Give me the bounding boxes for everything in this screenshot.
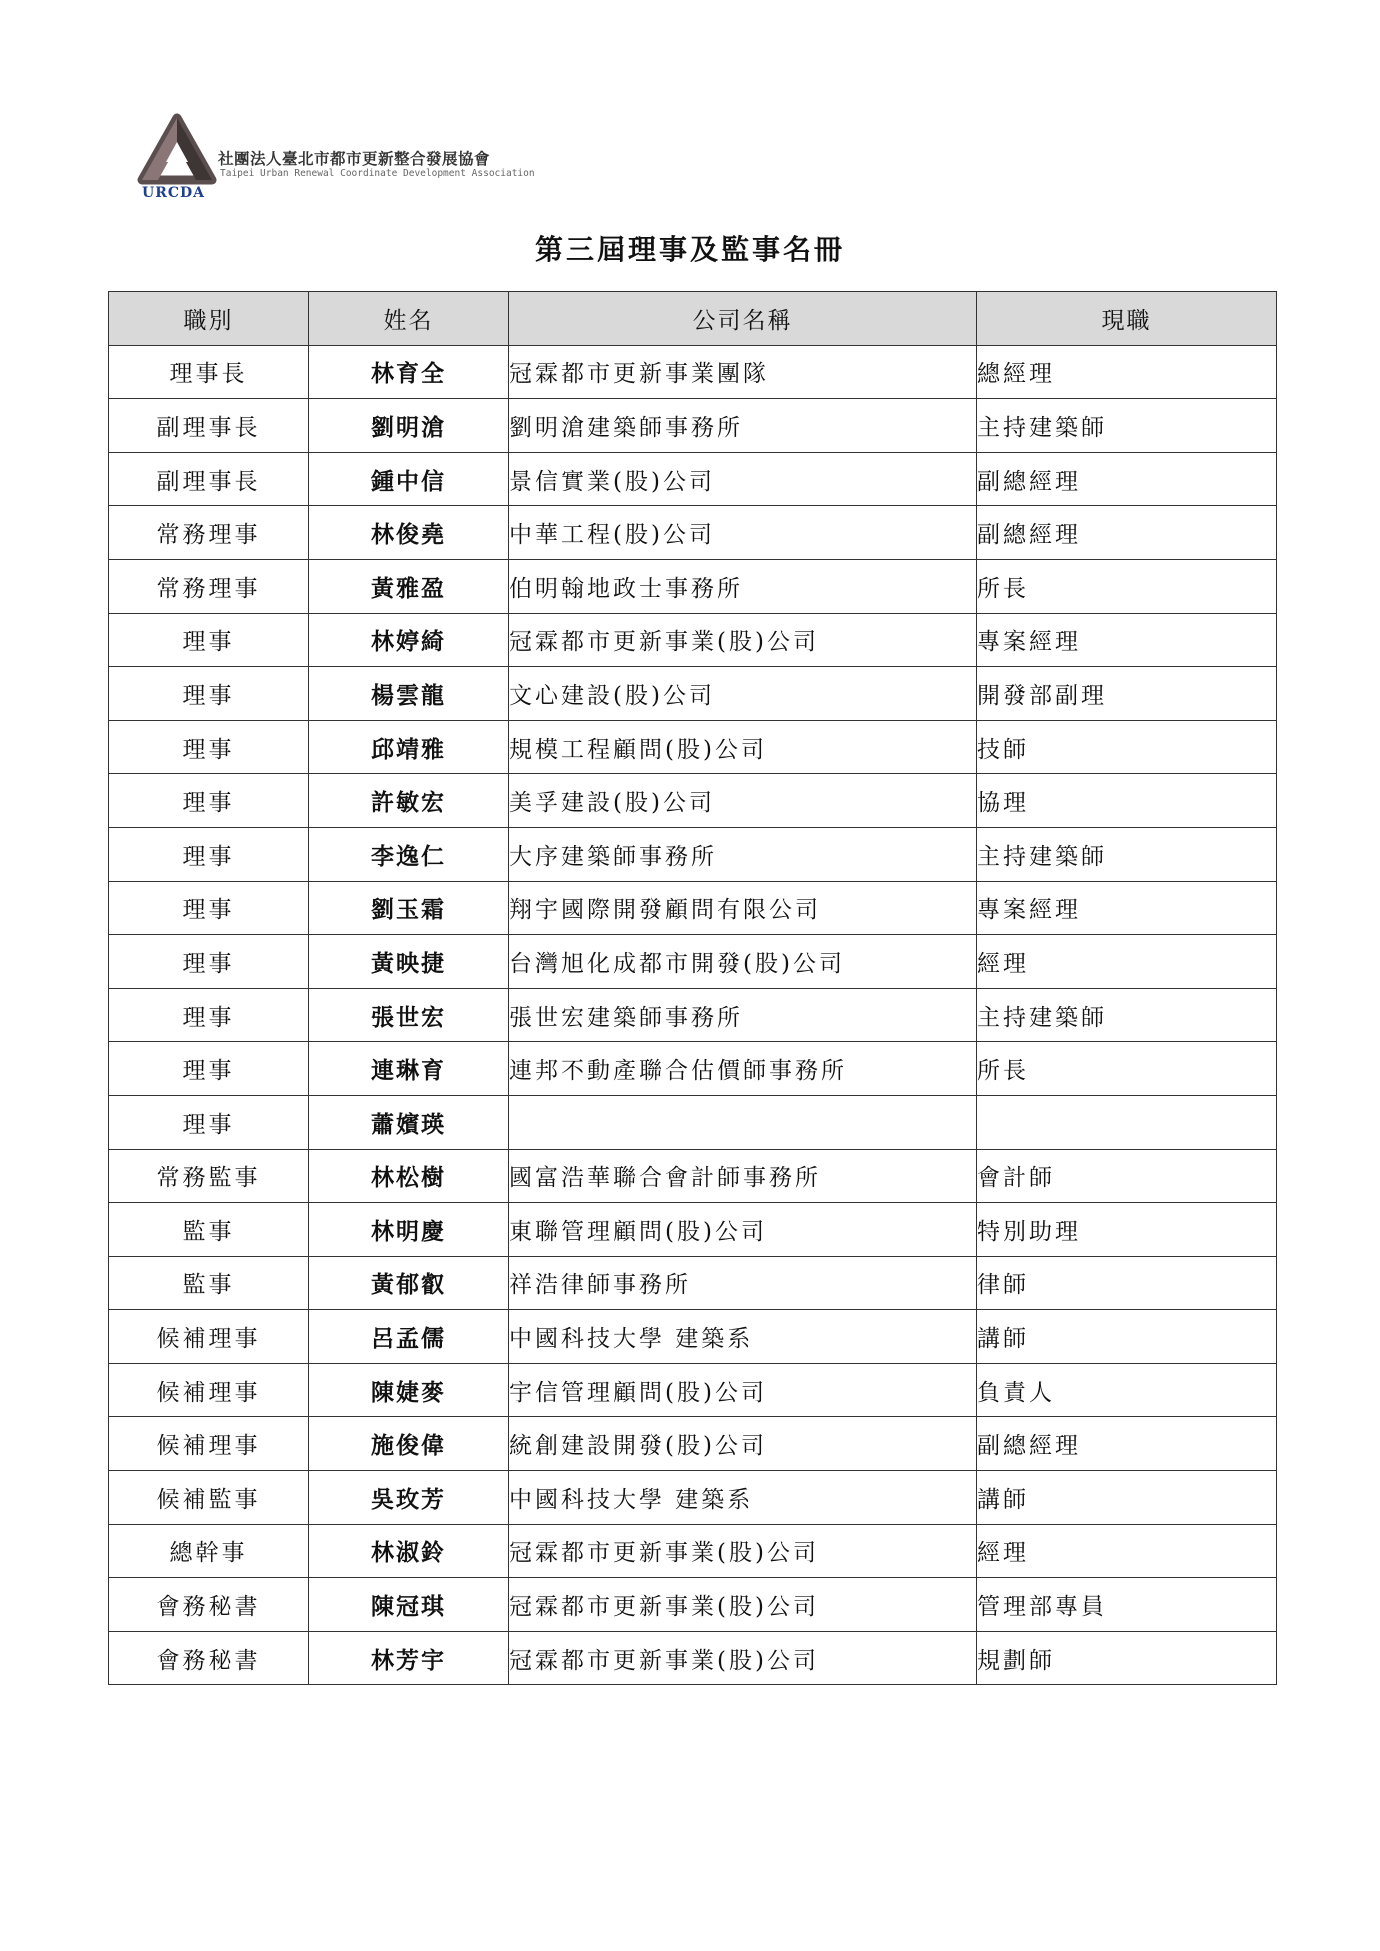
header-company: 公司名稱 — [509, 292, 977, 346]
cell-title: 常務監事 — [109, 1149, 309, 1203]
cell-position: 副總經理 — [977, 452, 1277, 506]
header-position: 現職 — [977, 292, 1277, 346]
cell-name: 張世宏 — [309, 988, 509, 1042]
cell-company: 冠霖都市更新事業(股)公司 — [509, 1578, 977, 1632]
cell-name: 呂孟儒 — [309, 1310, 509, 1364]
cell-title: 候補理事 — [109, 1363, 309, 1417]
cell-name: 黃映捷 — [309, 935, 509, 989]
table-row — [109, 1149, 1277, 1203]
cell-position: 規劃師 — [977, 1631, 1277, 1685]
cell-title: 理事 — [109, 988, 309, 1042]
cell-position: 講師 — [977, 1310, 1277, 1364]
cell-name: 黃郁叡 — [309, 1256, 509, 1310]
logo-abbreviation: URCDA — [142, 185, 205, 201]
table-row — [109, 1256, 1277, 1310]
table-row — [109, 1417, 1277, 1471]
cell-title: 理事 — [109, 881, 309, 935]
table-row — [109, 1471, 1277, 1525]
cell-title: 理事長 — [109, 345, 309, 399]
table-row — [109, 881, 1277, 935]
cell-company — [509, 1095, 977, 1149]
cell-company: 台灣旭化成都市開發(股)公司 — [509, 935, 977, 989]
cell-name: 林松樹 — [309, 1149, 509, 1203]
cell-company: 中國科技大學 建築系 — [509, 1310, 977, 1364]
table-row — [109, 988, 1277, 1042]
table-row — [109, 506, 1277, 560]
table-row — [109, 667, 1277, 721]
cell-company: 冠霖都市更新事業(股)公司 — [509, 1631, 977, 1685]
cell-position: 負責人 — [977, 1363, 1277, 1417]
cell-position: 所長 — [977, 1042, 1277, 1096]
cell-position: 特別助理 — [977, 1203, 1277, 1257]
cell-company: 宇信管理顧問(股)公司 — [509, 1363, 977, 1417]
cell-title: 常務理事 — [109, 506, 309, 560]
cell-title: 理事 — [109, 827, 309, 881]
cell-title: 理事 — [109, 1095, 309, 1149]
cell-company: 冠霖都市更新事業(股)公司 — [509, 1524, 977, 1578]
cell-position: 技師 — [977, 720, 1277, 774]
cell-position: 管理部專員 — [977, 1578, 1277, 1632]
table-row — [109, 774, 1277, 828]
association-english-name: Taipei Urban Renewal Coordinate Development Association — [220, 168, 535, 179]
cell-title: 會務秘書 — [109, 1578, 309, 1632]
table-row — [109, 613, 1277, 667]
cell-company: 冠霖都市更新事業(股)公司 — [509, 613, 977, 667]
cell-company: 大序建築師事務所 — [509, 827, 977, 881]
cell-title: 副理事長 — [109, 399, 309, 453]
cell-position: 總經理 — [977, 345, 1277, 399]
cell-company: 中國科技大學 建築系 — [509, 1471, 977, 1525]
cell-position: 專案經理 — [977, 881, 1277, 935]
cell-position: 專案經理 — [977, 613, 1277, 667]
cell-name: 劉明滄 — [309, 399, 509, 453]
cell-company: 文心建設(股)公司 — [509, 667, 977, 721]
table-row — [109, 452, 1277, 506]
cell-company: 祥浩律師事務所 — [509, 1256, 977, 1310]
cell-company: 翔宇國際開發顧問有限公司 — [509, 881, 977, 935]
cell-company: 連邦不動產聯合估價師事務所 — [509, 1042, 977, 1096]
cell-name: 邱靖雅 — [309, 720, 509, 774]
association-logo — [136, 112, 576, 207]
cell-company: 劉明滄建築師事務所 — [509, 399, 977, 453]
cell-position: 協理 — [977, 774, 1277, 828]
cell-title: 監事 — [109, 1203, 309, 1257]
table-row — [109, 935, 1277, 989]
cell-name: 林明慶 — [309, 1203, 509, 1257]
cell-name: 許敏宏 — [309, 774, 509, 828]
cell-position: 會計師 — [977, 1149, 1277, 1203]
cell-position: 副總經理 — [977, 1417, 1277, 1471]
cell-position: 經理 — [977, 935, 1277, 989]
cell-name: 施俊偉 — [309, 1417, 509, 1471]
table-row — [109, 827, 1277, 881]
cell-title: 理事 — [109, 1042, 309, 1096]
cell-title: 常務理事 — [109, 559, 309, 613]
roster-body — [109, 345, 1277, 1685]
cell-company: 中華工程(股)公司 — [509, 506, 977, 560]
cell-position — [977, 1095, 1277, 1149]
cell-title: 候補理事 — [109, 1417, 309, 1471]
cell-position: 經理 — [977, 1524, 1277, 1578]
table-row — [109, 1042, 1277, 1096]
cell-title: 副理事長 — [109, 452, 309, 506]
table-row — [109, 1631, 1277, 1685]
cell-position: 主持建築師 — [977, 827, 1277, 881]
table-row — [109, 1203, 1277, 1257]
table-row — [109, 345, 1277, 399]
roster-table — [108, 291, 1277, 1685]
cell-name: 楊雲龍 — [309, 667, 509, 721]
cell-title: 理事 — [109, 935, 309, 989]
cell-position: 主持建築師 — [977, 399, 1277, 453]
cell-company: 景信實業(股)公司 — [509, 452, 977, 506]
cell-company: 統創建設開發(股)公司 — [509, 1417, 977, 1471]
cell-position: 講師 — [977, 1471, 1277, 1525]
cell-title: 候補理事 — [109, 1310, 309, 1364]
cell-position: 所長 — [977, 559, 1277, 613]
association-name: 社團法人臺北市都市更新整合發展協會 — [218, 150, 491, 168]
table-header-row — [109, 292, 1277, 346]
cell-name: 林淑鈴 — [309, 1524, 509, 1578]
cell-name: 鍾中信 — [309, 452, 509, 506]
cell-name: 林芳宇 — [309, 1631, 509, 1685]
cell-title: 理事 — [109, 774, 309, 828]
cell-title: 候補監事 — [109, 1471, 309, 1525]
cell-name: 劉玉霜 — [309, 881, 509, 935]
table-row — [109, 1095, 1277, 1149]
table-row — [109, 1524, 1277, 1578]
cell-company: 美孚建設(股)公司 — [509, 774, 977, 828]
cell-company: 張世宏建築師事務所 — [509, 988, 977, 1042]
table-row — [109, 720, 1277, 774]
table-row — [109, 1363, 1277, 1417]
cell-name: 吳玫芳 — [309, 1471, 509, 1525]
cell-name: 李逸仁 — [309, 827, 509, 881]
header-title: 職別 — [109, 292, 309, 346]
cell-title: 理事 — [109, 720, 309, 774]
cell-company: 規模工程顧問(股)公司 — [509, 720, 977, 774]
cell-name: 陳冠琪 — [309, 1578, 509, 1632]
cell-name: 陳婕麥 — [309, 1363, 509, 1417]
table-row — [109, 1578, 1277, 1632]
cell-title: 會務秘書 — [109, 1631, 309, 1685]
cell-position: 副總經理 — [977, 506, 1277, 560]
document-title: 第三屆理事及監事名冊 — [534, 233, 845, 266]
cell-title: 理事 — [109, 613, 309, 667]
cell-name: 蕭嬪瑛 — [309, 1095, 509, 1149]
header-name: 姓名 — [309, 292, 509, 346]
cell-position: 主持建築師 — [977, 988, 1277, 1042]
cell-position: 開發部副理 — [977, 667, 1277, 721]
cell-title: 總幹事 — [109, 1524, 309, 1578]
cell-name: 連琳育 — [309, 1042, 509, 1096]
cell-company: 東聯管理顧問(股)公司 — [509, 1203, 977, 1257]
cell-name: 林婷綺 — [309, 613, 509, 667]
cell-company: 冠霖都市更新事業團隊 — [509, 345, 977, 399]
table-row — [109, 1310, 1277, 1364]
cell-name: 黃雅盈 — [309, 559, 509, 613]
cell-title: 監事 — [109, 1256, 309, 1310]
cell-position: 律師 — [977, 1256, 1277, 1310]
table-row — [109, 559, 1277, 613]
table-row — [109, 399, 1277, 453]
cell-company: 伯明翰地政士事務所 — [509, 559, 977, 613]
cell-name: 林俊堯 — [309, 506, 509, 560]
urcda-logo-icon — [136, 112, 218, 194]
cell-name: 林育全 — [309, 345, 509, 399]
cell-title: 理事 — [109, 667, 309, 721]
cell-company: 國富浩華聯合會計師事務所 — [509, 1149, 977, 1203]
